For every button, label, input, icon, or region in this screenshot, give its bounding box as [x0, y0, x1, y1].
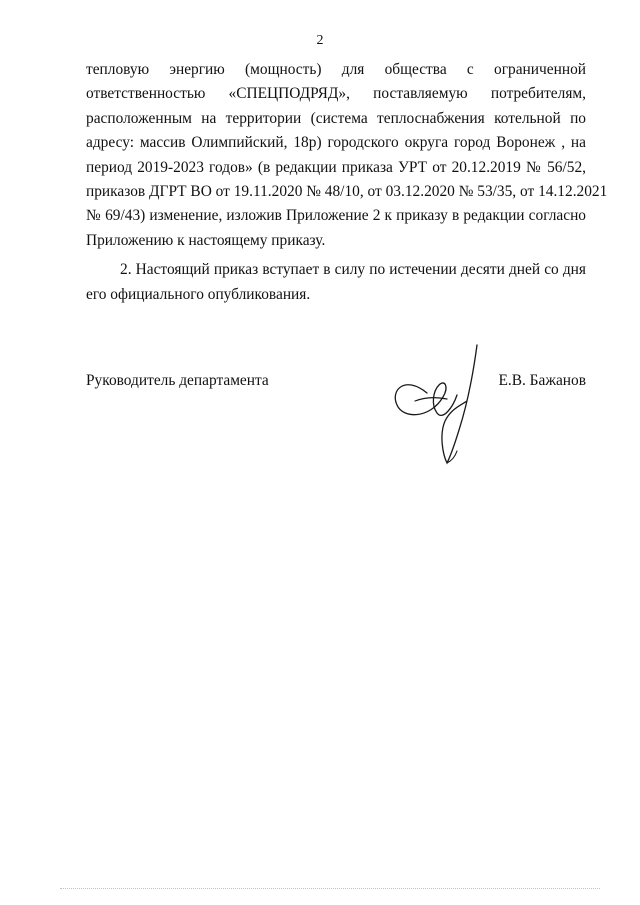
- text-line: ответственностью «СПЕЦПОДРЯД», поставляемую потребителям,: [86, 85, 586, 103]
- text-line: период 2019-2023 годов» (в редакции приказа УРТ от 20.12.2019 № 56/52,: [86, 158, 586, 176]
- text-line: расположенным на территории (система теплоснабжения котельной по: [86, 109, 586, 127]
- text-line: приказов ДГРТ ВО от 19.11.2020 № 48/10, от 03.12.2020 № 53/35, от 14.12.2021: [86, 183, 608, 201]
- text-line: № 69/43) изменение, изложив Приложение 2 к приказу в редакции согласно: [86, 207, 586, 225]
- text-line: адресу: массив Олимпийский, 18р) городского округа город Воронеж , на: [86, 134, 586, 152]
- handwritten-signature: [385, 335, 495, 470]
- text-line: 2. Настоящий приказ вступает в силу по истечении десяти дней со дня: [120, 261, 586, 279]
- page-number: 2: [316, 33, 324, 48]
- order-text: [86, 58, 608, 307]
- text-line: Приложению к настоящему приказу.: [86, 231, 326, 249]
- text-line: его официального опубликования.: [86, 285, 311, 303]
- signer-name: Е.В. Бажанов: [498, 372, 586, 389]
- signer-title: Руководитель департамента: [86, 372, 269, 389]
- text-line: тепловую энергию (мощность) для общества с ограниченной: [86, 61, 586, 78]
- footer-divider: [60, 888, 600, 891]
